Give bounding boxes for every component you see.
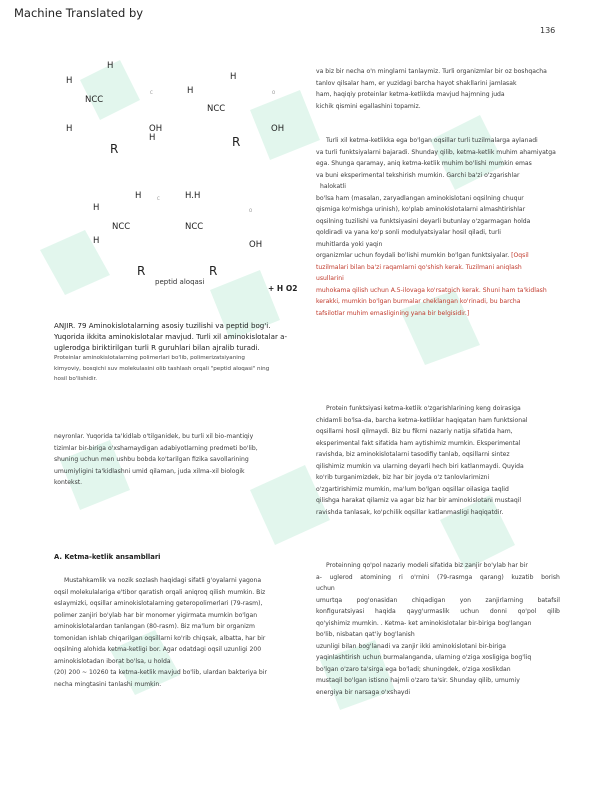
left-paragraph-sequences [54,575,306,690]
atom-h: H [230,72,237,82]
text-line [316,250,560,262]
text-line: mustaqil bo'lgan istisno hajmli o'zaro ta'sir. Shunday qilib, umumiy [316,677,520,684]
word: kuzatib [511,573,534,581]
text-line: Proteinning qo'pol nazariy modeli sifatida biz zanjir bo'ylab har bir [326,562,528,569]
text-span: organizmlar uchun foydali bo'lishi mumkin bo'lgan funktsiyalar. [316,252,510,259]
atom-ncc: NCC [112,222,131,232]
word: qilib [547,608,560,615]
text-line: qo'yishimiz mumkin. . Ketma- ket aminokislotalar bir-biriga bog'langan [316,619,532,627]
text-line: eslaymizki, oqsillar aminokislotalarning geteropolimerlari (79-rasm), [54,600,263,607]
text-line: Mustahkamlik va nozik sozlash haqidagi sifatli g'oyalarni yagona [64,577,262,584]
r-group-label: R [209,264,218,278]
text-line: qilishimiz mumkin va ularning deyarli hech biri katlanmaydi. Quyida [316,462,524,470]
right-paragraph-selection [316,66,560,112]
text-line: shuning uchun men ushbu bobda ko'tarilgan fizika savollarining [54,456,249,463]
text-line: Turli xil ketma-ketlikka ega bo'lgan oqsillar turli tuzilmalarga aylanadi [326,137,538,144]
text-line: tizimlar bir-biriga o'xshamaydigan adabiyotlarning predmeti bo'lib, [54,444,258,452]
word: atomining [360,573,392,581]
text-line: ravishda tanlasak, ko'pchilik oqsillar katlanmasligi haqiqatdir. [316,508,504,516]
atom-h: H [93,236,100,246]
right-paragraph-function [316,403,560,518]
page-number: 136 [540,26,556,35]
text-line: uzunligi bilan bog'lanadi va zanjir ikki aminokislotani bir-biriga [316,642,507,650]
editor-note-line: kerakki, mumkin bo'lgan burmalar cheklangan ko'rinadi, bu barcha [316,298,521,305]
text-line: polimer zanjiri bo'ylab har bir monomer yigirmata mumkin bo'lgan [54,611,258,619]
atom-h: H [93,203,100,213]
atom-h: H [66,124,73,134]
text-line: halokatli [320,183,346,190]
text-line: va turli funktsiyalarni bajaradi. Shunday qilib, ketma-ketlik muhim ahamiyatga [316,148,556,156]
text-line: ko'rib turganimizdek, biz har bir joyda o'z tanlovlarimizni [316,474,490,481]
word: konfiguratsiyasi [316,608,365,615]
word: zanjirlarning [485,596,524,604]
atom-oh: OH [271,124,285,134]
caption-line: kimyoviy, bosqichi suv molekulasini olib tashlash orqali "peptid aloqasi" ning [54,365,270,372]
text-line [316,606,560,618]
text-line [316,595,560,607]
text-line: kichik qismini egallashini topamiz. [316,102,421,110]
atom-oh: OH [249,240,263,250]
text-line: oqsilning alohida ketma-ketligi bor. Agar odatdagi oqsil uzunligi 200 [54,646,262,653]
word: batafsil [537,596,560,604]
text-line: oqsillarni hosil qilmaydi. Biz bu fikrni nazariy natija sifatida ham, [316,428,513,435]
peptide-bond-label: peptid aloqasi [155,278,205,286]
word: yon [459,596,471,604]
editor-note: [Oqsil [511,252,529,259]
text-line: oqsilning tuzilishi va funktsiyasini deyarli butunlay o'zgarmagan holda [316,217,531,225]
word: haqida [375,608,396,615]
atom-ncc: NCC [85,95,104,105]
atom-h: H [187,86,194,96]
text-line: qismiga ko'mishga urinish), ko'plab aminokislotalarni almashtirishlar [316,206,526,213]
editor-note-line: tafsilotlar muhim emasligining yana bir belgisidir.] [316,309,470,317]
text-line: aminokislotadan iborat bo'lsa, u holda [54,657,171,665]
text-line: uchun [316,585,335,592]
word: donni [489,608,507,615]
section-title: A. Ketma-ketlik ansambllari [54,553,161,561]
text-line: va biz bir necha o'n minglarni tanlaymiz. Turli organizmlar bir oz boshqacha [316,68,547,75]
text-line: umumiyligini ta'kidlashni umid qilaman, juda xilma-xil biologik [54,467,245,475]
editor-note-line: tuzilmalari bilan ba'zi raqamlarni qo'shish kerak. Tuzilmani aniqlash [316,263,522,271]
word: a- [316,573,322,581]
word: chiqadigan [411,596,446,604]
text-line: (20) 200 ~ 10260 ta ketma-ketlik mavjud bo'lib, ulardan bakteriya bir [54,669,267,676]
left-paragraph-neurons [54,431,306,489]
atom-h: H [66,76,73,86]
text-line: tanlov qilsalar ham, er yuzidagi barcha hayot shakllarini jamlasak [316,79,517,87]
text-line: tomonidan ishlab chiqarilgan oqsillarni ko'rib chiqsak, albatta, har bir [54,634,266,642]
atom-c-small: C [157,196,160,201]
text-line: bo'lib, nisbatan qat'iy bog'lanish [316,631,415,638]
text-line: aminokislotalardan tanlangan (80-rasm). Biz ma'lum bir organizm [54,623,255,630]
text-line: va buni eksperimental tekshirish mumkin. Garchi ba'zi o'zgarishlar [316,171,520,179]
word: qayg'urmaslik [406,608,450,615]
text-line: necha mingtasini tanlashi mumkin. [54,680,162,688]
atom-h: H [135,191,142,201]
word: (79-rasmga [436,573,473,581]
word: umurtqa [316,596,343,604]
text-line: ega. Shunga qaramay, aniq ketma-ketlik muhim bo'lishi mumkin emas [316,160,532,167]
caption-line: Yuqorida ikkita aminokislotalar mavjud. Turli xil aminokislotalar a- [54,332,288,341]
text-line: bo'lgan o'zaro ta'sirga ega bo'ladi; shuningdek, o'ziga xoslikdan [316,665,511,673]
word: uglerod [329,573,353,581]
word: uchun [460,608,480,615]
text-line: muhitlarda yoki yaqin [316,240,383,248]
word: ri [398,573,403,581]
text-line: neyronlar. Yuqorida ta'kidlab o'tilganidek, bu turli xil bio-mantiqiy [54,433,254,440]
right-paragraph-structures [316,135,560,319]
figure-caption [54,320,306,385]
text-line: yaqinlashtirish uchun burmalanganda, ularning o'ziga xosligiga bog'liq [316,654,532,661]
word: qo'pol [517,608,537,615]
caption-line: ANJIR. 79 Aminokislotalarning asosiy tuzilishi va peptid bog'i. [54,321,271,330]
header-label: Machine Translated by [14,6,144,20]
word: qarang) [479,573,504,581]
atom-h: H [149,133,156,143]
caption-line: hosil bo'lishidir. [54,376,98,382]
text-line: chidamli bo'lsa-da, barcha ketma-ketliklar haqiqatan ham funktsional [316,416,528,424]
text-line: energiya bir narsaga o'xshaydi [316,688,411,696]
editor-note-line: muhokama qilish uchun A.5-ilovaga ko'rsatgich kerak. Shuni ham ta'kidlash [316,286,547,294]
atom-o-small: O [272,90,276,95]
r-group-label: R [110,142,119,156]
atom-h: H [107,61,114,71]
text-line: ravishda, biz aminokislotalarni tasodifiy tanlab, oqsillarni sintez [316,451,510,458]
text-line: qoldiradi va yana ko'p sonli modulyatsiyalar hosil qiladi, turli [316,229,501,236]
editor-note-line: usullarini [316,275,344,282]
atom-hh: H.H [185,191,201,201]
right-paragraph-model [316,560,560,698]
atom-oh: OH [149,124,163,134]
word: borish [541,573,560,581]
text-line: kontekst. [54,479,83,486]
text-line [316,572,560,584]
atom-c-small: C [150,90,153,95]
atom-ncc: NCC [207,104,226,114]
text-line: eksperimental fakt sifatida ham aytishimiz mumkin. Eksperimental [316,439,521,447]
r-group-label: R [232,135,241,149]
text-line: o'zgartirishimiz mumkin, ma'lum bo'lgan oqsillar oilasiga taqlid [316,485,509,493]
caption-line: Proteinlar aminokislotalarning polimerlari bo'lib, polimerizatsiyaning [54,355,245,361]
text-line: Protein funktsiyasi ketma-ketlik o'zgarishlarining keng doirasiga [326,405,521,412]
caption-line: uglerodga biriktirilgan turli R guruhlari bilan ajralib turadi. [54,343,260,352]
text-line: ham, haqiqiy proteinlar ketma-ketlikda mavjud hajmning juda [316,91,505,98]
text-line: bo'lsa ham (masalan, zaryadlangan aminokislotani oqsilning chuqur [316,194,524,202]
atom-o-small: O [249,208,253,213]
word: o'rnini [410,573,430,581]
water-byproduct: + H O2 [268,284,298,293]
word: pog'onasidan [356,596,398,604]
text-line: qilishga harakat qilamiz va agar biz har bir aminokislotani mustaqil [316,497,522,504]
r-group-label: R [137,264,146,278]
text-line: oqsil molekulalariga e'tibor qaratish orqali aniqroq qilish mumkin. Biz [54,588,266,596]
atom-ncc: NCC [185,222,204,232]
